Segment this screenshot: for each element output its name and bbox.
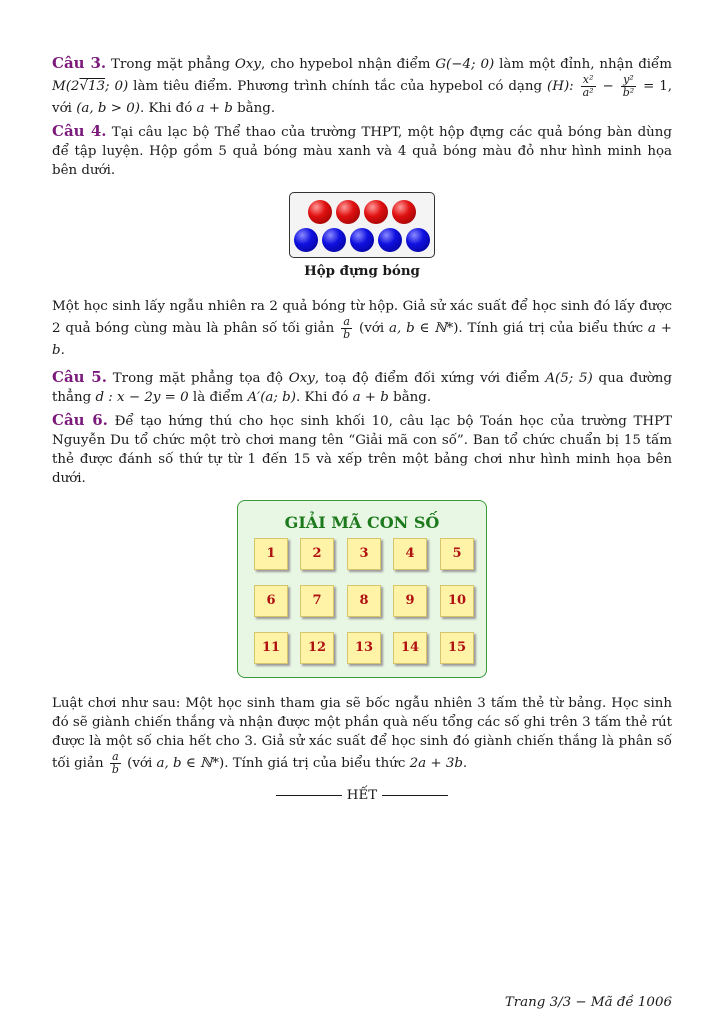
question-4-part-2: Một học sinh lấy ngẫu nhiên ra 2 quả bóng từ hộp. Giả sử xác suất để học sinh đó lấy được 2 quả bóng cùng màu là phân số tối giản $\frac{a}{b}$ (với a, b ∈ ℕ*). Tính giá trị của biểu thức a + b. bbox=[52, 299, 672, 358]
number-card: 10 bbox=[440, 585, 474, 617]
number-card: 2 bbox=[300, 538, 334, 570]
number-card: 15 bbox=[440, 632, 474, 664]
end-marker bbox=[52, 788, 672, 803]
question-3-label: Câu 3. bbox=[52, 54, 107, 72]
blue-ball bbox=[350, 228, 374, 252]
red-ball bbox=[364, 200, 388, 224]
page-footer: Trang 3/3 − Mã đề 1006 bbox=[504, 995, 672, 1010]
exam-page bbox=[52, 50, 672, 803]
red-ball bbox=[308, 200, 332, 224]
question-5: Câu 5. Trong mặt phẳng tọa độ Oxy, toạ độ điểm đối xứng với điểm A(5; 5) qua đường thẳng d : x − 2y = 0 là điểm A′(a; b). Khi đó a + b bằng. bbox=[52, 368, 672, 405]
fraction-a-b: $\frac{a}{b}$ bbox=[111, 750, 119, 776]
blue-ball bbox=[406, 228, 430, 252]
number-card: 11 bbox=[254, 632, 288, 664]
number-card: 7 bbox=[300, 585, 334, 617]
red-ball bbox=[392, 200, 416, 224]
ball-box-figure bbox=[289, 192, 435, 258]
question-5-label: Câu 5. bbox=[52, 368, 107, 386]
question-6-part-2: Luật chơi như sau: Một học sinh tham gia sẽ bốc ngẫu nhiên 3 tấm thẻ từ bảng. Học sinh đó sẽ giành chiến thắng và nhận được một phần quà nếu tổng các số ghi trên 3 tấm thẻ rút được là một số chia hết cho 3. Giả sử xác suất để học sinh đó giành chiến thắng là phân số tối giản $\frac{a}{b}$ (với a, b ∈ ℕ*). Tính giá trị của biểu thức 2a + 3b. bbox=[52, 696, 673, 776]
number-card: 5 bbox=[440, 538, 474, 570]
number-card: 8 bbox=[347, 585, 381, 617]
board-title: GIẢI MÃ CON SỐ bbox=[284, 513, 440, 532]
question-4: Câu 4. Tại câu lạc bộ Thể thao của trường THPT, một hộp đựng các quả bóng bàn dùng để tập luyện. Hộp gồm 5 quả bóng màu xanh và 4 quả bóng màu đỏ như hình minh họa bên dưới. bbox=[52, 122, 672, 178]
question-4-label: Câu 4. bbox=[52, 122, 107, 140]
fraction-x2-a2: $\frac{\text{x²}}{\text{a²}}$ bbox=[582, 73, 594, 99]
number-card: 3 bbox=[347, 538, 381, 570]
red-ball bbox=[336, 200, 360, 224]
fraction-a-b: $\frac{a}{b}$ bbox=[343, 315, 351, 341]
blue-ball bbox=[294, 228, 318, 252]
number-card: 1 bbox=[254, 538, 288, 570]
number-card: 4 bbox=[393, 538, 427, 570]
question-3: Câu 3. Trong mặt phẳng Oxy, cho hypebol nhận điểm G(−4; 0) làm một đỉnh, nhận điểm M(2√13; 0) làm tiêu điểm. Phương trình chính tắc của hypebol có dạng (H): $\frac{\text{x²}}{\text{a²}}$ − $\frac{\text{y²}}{\text{b²}}$ = 1, với (a, b > 0). Khi đó a + b bằng. bbox=[52, 54, 673, 116]
figure-caption: Hộp đựng bóng bbox=[304, 263, 420, 279]
number-card: 12 bbox=[300, 632, 334, 664]
number-card: 14 bbox=[393, 632, 427, 664]
blue-ball bbox=[322, 228, 346, 252]
question-6-label: Câu 6. bbox=[52, 411, 108, 429]
game-board bbox=[237, 500, 487, 678]
blue-ball bbox=[378, 228, 402, 252]
number-card: 6 bbox=[254, 585, 288, 617]
question-6: Câu 6. Để tạo hứng thú cho học sinh khối 10, câu lạc bộ Toán học của trường THPT Nguyễn Du tổ chức một trò chơi mang tên “Giải mã con số”. Ban tổ chức chuẩn bị 15 tấm thẻ được đánh số thứ tự từ 1 đến 15 và xếp trên một bảng chơi như hình minh họa bên dưới. bbox=[52, 411, 673, 486]
number-card: 13 bbox=[347, 632, 381, 664]
end-rule-right bbox=[382, 795, 448, 796]
fraction-y2-b2: $\frac{\text{y²}}{\text{b²}}$ bbox=[622, 73, 635, 99]
end-rule-left bbox=[276, 795, 342, 796]
number-card: 9 bbox=[393, 585, 427, 617]
end-text: HẾT bbox=[346, 788, 378, 803]
